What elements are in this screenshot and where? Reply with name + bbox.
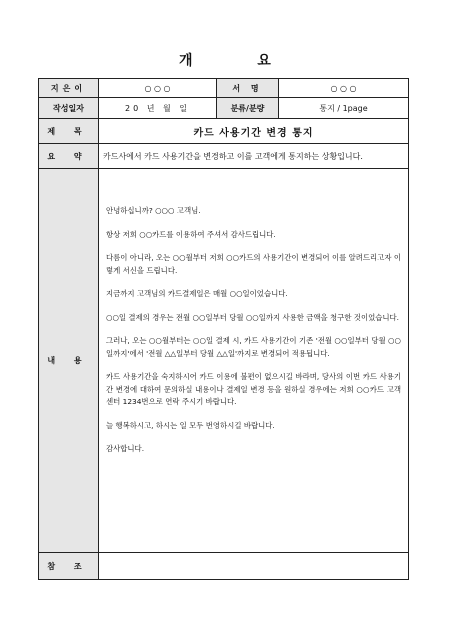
subject-row [39, 119, 409, 144]
subject-label: 제 목 [39, 119, 99, 144]
content-row [39, 169, 409, 553]
author-row [39, 79, 409, 98]
signature-label: 서 명 [217, 79, 279, 98]
reference-row [39, 553, 409, 580]
reference-value [99, 553, 409, 580]
document-title: 개 요 [179, 53, 301, 69]
content-body [99, 169, 409, 553]
content-paragraph: 그러나, 오는 ○○월부터는 ○○일 결제 시, 카드 사용기간이 기존 '전월 ○○일부터 당월 ○○일까지'에서 '전월 △△일부터 당월 △△일'까지로 변경되어 적용됩니다. [106, 336, 401, 358]
summary-row [39, 144, 409, 169]
category-label: 분류/분량 [217, 98, 279, 119]
signature-value: ○ ○ ○ [279, 79, 409, 98]
date-value: 20 년 월 일 [99, 98, 217, 119]
content-paragraph: 감사합니다. [106, 444, 145, 453]
content-paragraph: 항상 저희 ○○카드를 이용하여 주셔서 감사드립니다. [106, 229, 276, 239]
author-label: 지은이 [39, 79, 99, 98]
content-paragraph: 안녕하십니까? ○○○ 고객님. [106, 206, 201, 215]
content-paragraph: 지금까지 고객님의 카드결제일은 매월 ○○일이었습니다. [106, 289, 288, 298]
summary-label: 요 약 [39, 144, 99, 169]
author-value: ○ ○ ○ [99, 79, 217, 98]
content-label: 내 용 [39, 169, 99, 553]
summary-value: 카드사에서 카드 사용기간을 변경하고 이를 고객에게 통지하는 상황입니다. [99, 144, 409, 169]
subject-value: 카드 사용기간 변경 통지 [99, 119, 409, 144]
content-paragraph: 다름이 아니라, 오는 ○○월부터 저희 ○○카드의 사용기간이 변경되어 이를 알려드리고자 이렇게 서신을 드립니다. [106, 253, 401, 275]
content-paragraph: 카드 사용기간을 숙지하시어 카드 이용에 불편이 없으시길 바라며, 당사의 이번 카드 사용기간 변경에 대하여 문의하실 내용이나 결제일 변경 등을 원하실 경우에는 저희 ○○카드 고객센터 1234번으로 연락 주시기 바랍니다. [106, 372, 401, 406]
reference-label: 참 조 [39, 553, 99, 580]
content-paragraph: ○○일 결제의 경우는 전월 ○○일부터 당월 ○○일까지 사용한 금액을 청구한 것이었습니다. [106, 312, 399, 322]
category-value: 통지 / 1page [279, 98, 409, 119]
content-paragraph: 늘 행복하시고, 하시는 일 모두 번영하시길 바랍니다. [106, 420, 275, 430]
summary-table [38, 78, 409, 580]
date-label: 작성일자 [39, 98, 99, 119]
date-row [39, 98, 409, 119]
